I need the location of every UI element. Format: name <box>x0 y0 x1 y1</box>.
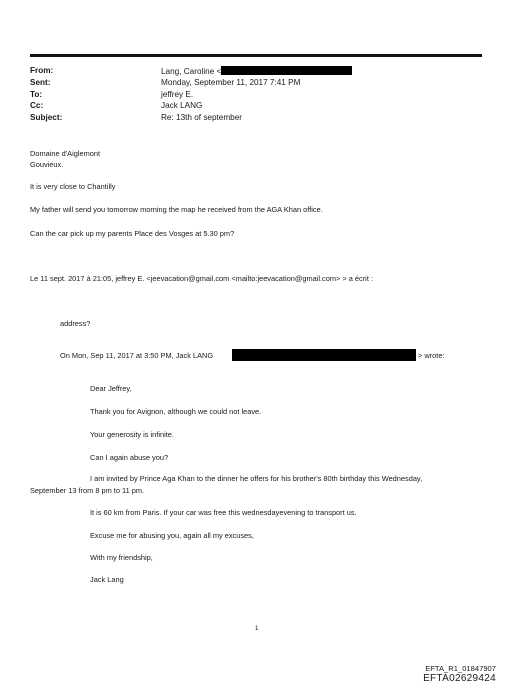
bates-number-2: EFTA02629424 <box>423 673 496 684</box>
cc-value: Jack LANG <box>161 101 203 110</box>
quote-header: Le 11 sept. 2017 à 21:05, jeffrey E. <jeevacation@gmail.com <mailto:jeevacation@gmail.com> > a écrit : <box>30 274 373 283</box>
header-rule <box>30 54 482 57</box>
body-line: It is 60 km from Paris. If your car was free this wednesdayevening to transport us. <box>90 508 357 517</box>
subject-value: Re: 13th of september <box>161 113 243 122</box>
cc-label: Cc: <box>30 101 44 110</box>
body-line: Can I again abuse you? <box>90 453 169 462</box>
body-line: Gouvieux. <box>30 160 64 169</box>
signature: Jack Lang <box>90 575 124 584</box>
redaction-block <box>232 349 416 361</box>
sent-label: Sent: <box>30 78 51 87</box>
body-line: My father will send you tomorrow morning the map he received from the AGA Khan office. <box>30 205 323 214</box>
from-name: Lang, Caroline < <box>161 67 222 76</box>
body-line: Domaine d'Aiglemont <box>30 149 101 158</box>
from-value <box>161 66 352 76</box>
on-wrote-line <box>60 351 213 360</box>
on-prefix: On Mon, Sep 11, 2017 at 3:50 PM, Jack LANG <box>60 351 214 360</box>
body-line: Excuse me for abusing you, again all my excuses, <box>90 531 254 540</box>
body-line: Can the car pick up my parents Place des Vosges at 5.30 pm? <box>30 229 235 238</box>
body-line: September 13 from 8 pm to 11 pm. <box>30 486 145 495</box>
body-line: I am invited by Prince Aga Khan to the dinner he offers for his brother's 80th birthday this Wednesday, <box>90 474 423 483</box>
to-value: jeffrey E. <box>161 90 194 99</box>
sent-value: Monday, September 11, 2017 7:41 PM <box>161 78 301 87</box>
page-number: 1 <box>255 626 259 632</box>
body-line: With my friendship, <box>90 553 153 562</box>
redaction-block <box>221 66 352 75</box>
body-line: Dear Jeffrey, <box>90 384 132 393</box>
bates-number-1: EFTA_R1_01847907 <box>425 664 496 673</box>
body-line: It is very close to Chantilly <box>30 182 116 191</box>
subject-label: Subject: <box>30 113 63 122</box>
body-line: Your generosity is infinite. <box>90 430 174 439</box>
from-label: From: <box>30 66 54 75</box>
body-line: Thank you for Avignon, although we could not leave. <box>90 407 262 416</box>
to-label: To: <box>30 90 43 99</box>
address-line: address? <box>60 319 91 328</box>
on-suffix: > wrote: <box>418 351 445 360</box>
